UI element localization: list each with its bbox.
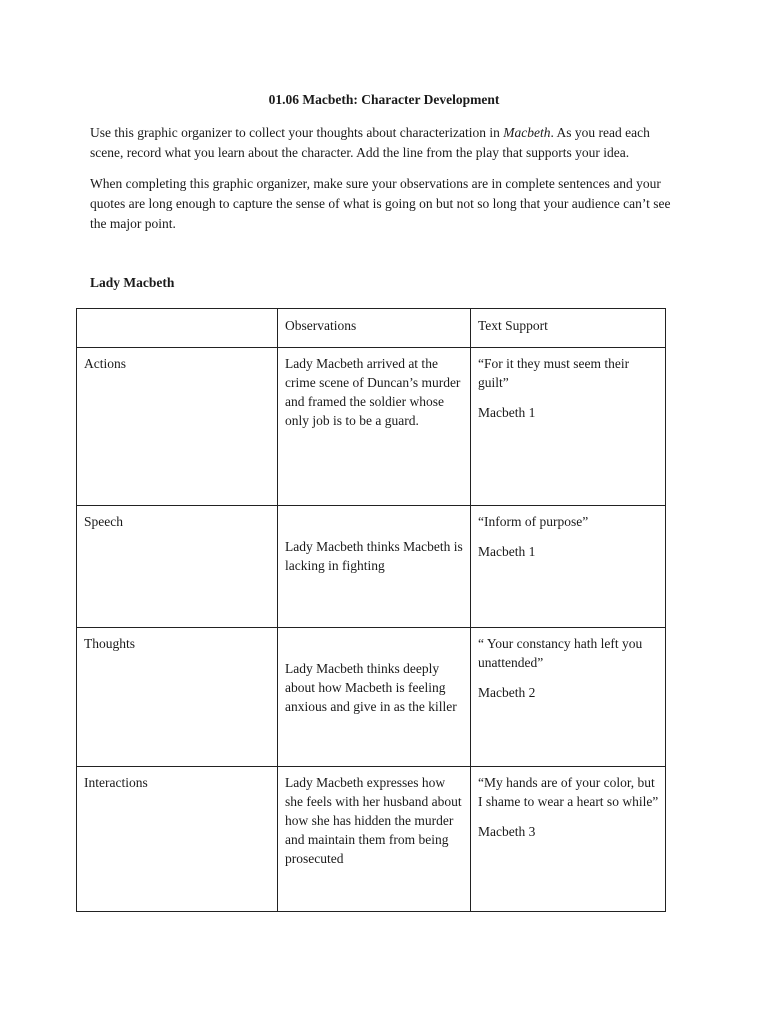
observation-text: Lady Macbeth expresses how she feels with her husband about how she has hidden the murder and maintain them from being prosecuted — [285, 775, 462, 866]
quote-source: Macbeth 2 — [478, 685, 536, 700]
table-row — [77, 348, 666, 506]
header-cell-blank — [77, 309, 278, 348]
category-cell-actions: Actions — [77, 348, 278, 506]
graphic-organizer-table — [76, 308, 666, 912]
category-cell-interactions: Interactions — [77, 767, 278, 912]
intro-play-title: Macbeth — [503, 125, 551, 140]
header-cell-observations: Observations — [278, 309, 471, 348]
text-support-cell — [471, 767, 666, 912]
observation-text: Lady Macbeth arrived at the crime scene of Duncan’s murder and framed the soldier whose only job is to be a guard. — [285, 356, 461, 428]
quote-source: Macbeth 1 — [478, 544, 536, 559]
document-title: 01.06 Macbeth: Character Development — [268, 92, 500, 107]
instructions-paragraph: When completing this graphic organizer, make sure your observations are in complete sentences and your quotes are long enough to capture the sense of what is going on but not so long that your audience can’t see the major point. — [90, 176, 671, 231]
text-support-cell — [471, 506, 666, 628]
observation-text: Lady Macbeth thinks Macbeth is lacking in fighting — [285, 539, 463, 573]
category-cell-speech: Speech — [77, 506, 278, 628]
table-row — [77, 506, 666, 628]
table-row — [77, 628, 666, 767]
quote-text: “My hands are of your color, but I shame to wear a heart so while” — [478, 775, 659, 809]
observation-cell — [278, 348, 471, 506]
intro-text-part2: . As you read each scene, record what you learn about the character. Add the line from the play that supports your idea. — [90, 125, 650, 160]
quote-source: Macbeth 1 — [478, 405, 536, 420]
table-header-row — [77, 309, 666, 348]
category-cell-thoughts: Thoughts — [77, 628, 278, 767]
quote-text: “ Your constancy hath left you unattended” — [478, 636, 643, 670]
intro-text-part1: Use this graphic organizer to collect your thoughts about characterization in — [90, 125, 504, 140]
observation-cell — [278, 506, 471, 628]
quote-text: “Inform of purpose” — [478, 514, 589, 529]
header-cell-text-support: Text Support — [471, 309, 666, 348]
observation-cell — [278, 767, 471, 912]
quote-source: Macbeth 3 — [478, 824, 536, 839]
character-heading: Lady Macbeth — [90, 275, 175, 290]
table-row — [77, 767, 666, 912]
text-support-cell — [471, 628, 666, 767]
observation-text: Lady Macbeth thinks deeply about how Macbeth is feeling anxious and give in as the killer — [285, 661, 457, 714]
text-support-cell — [471, 348, 666, 506]
quote-text: “For it they must seem their guilt” — [478, 356, 630, 390]
observation-cell — [278, 628, 471, 767]
intro-paragraph — [90, 123, 680, 163]
